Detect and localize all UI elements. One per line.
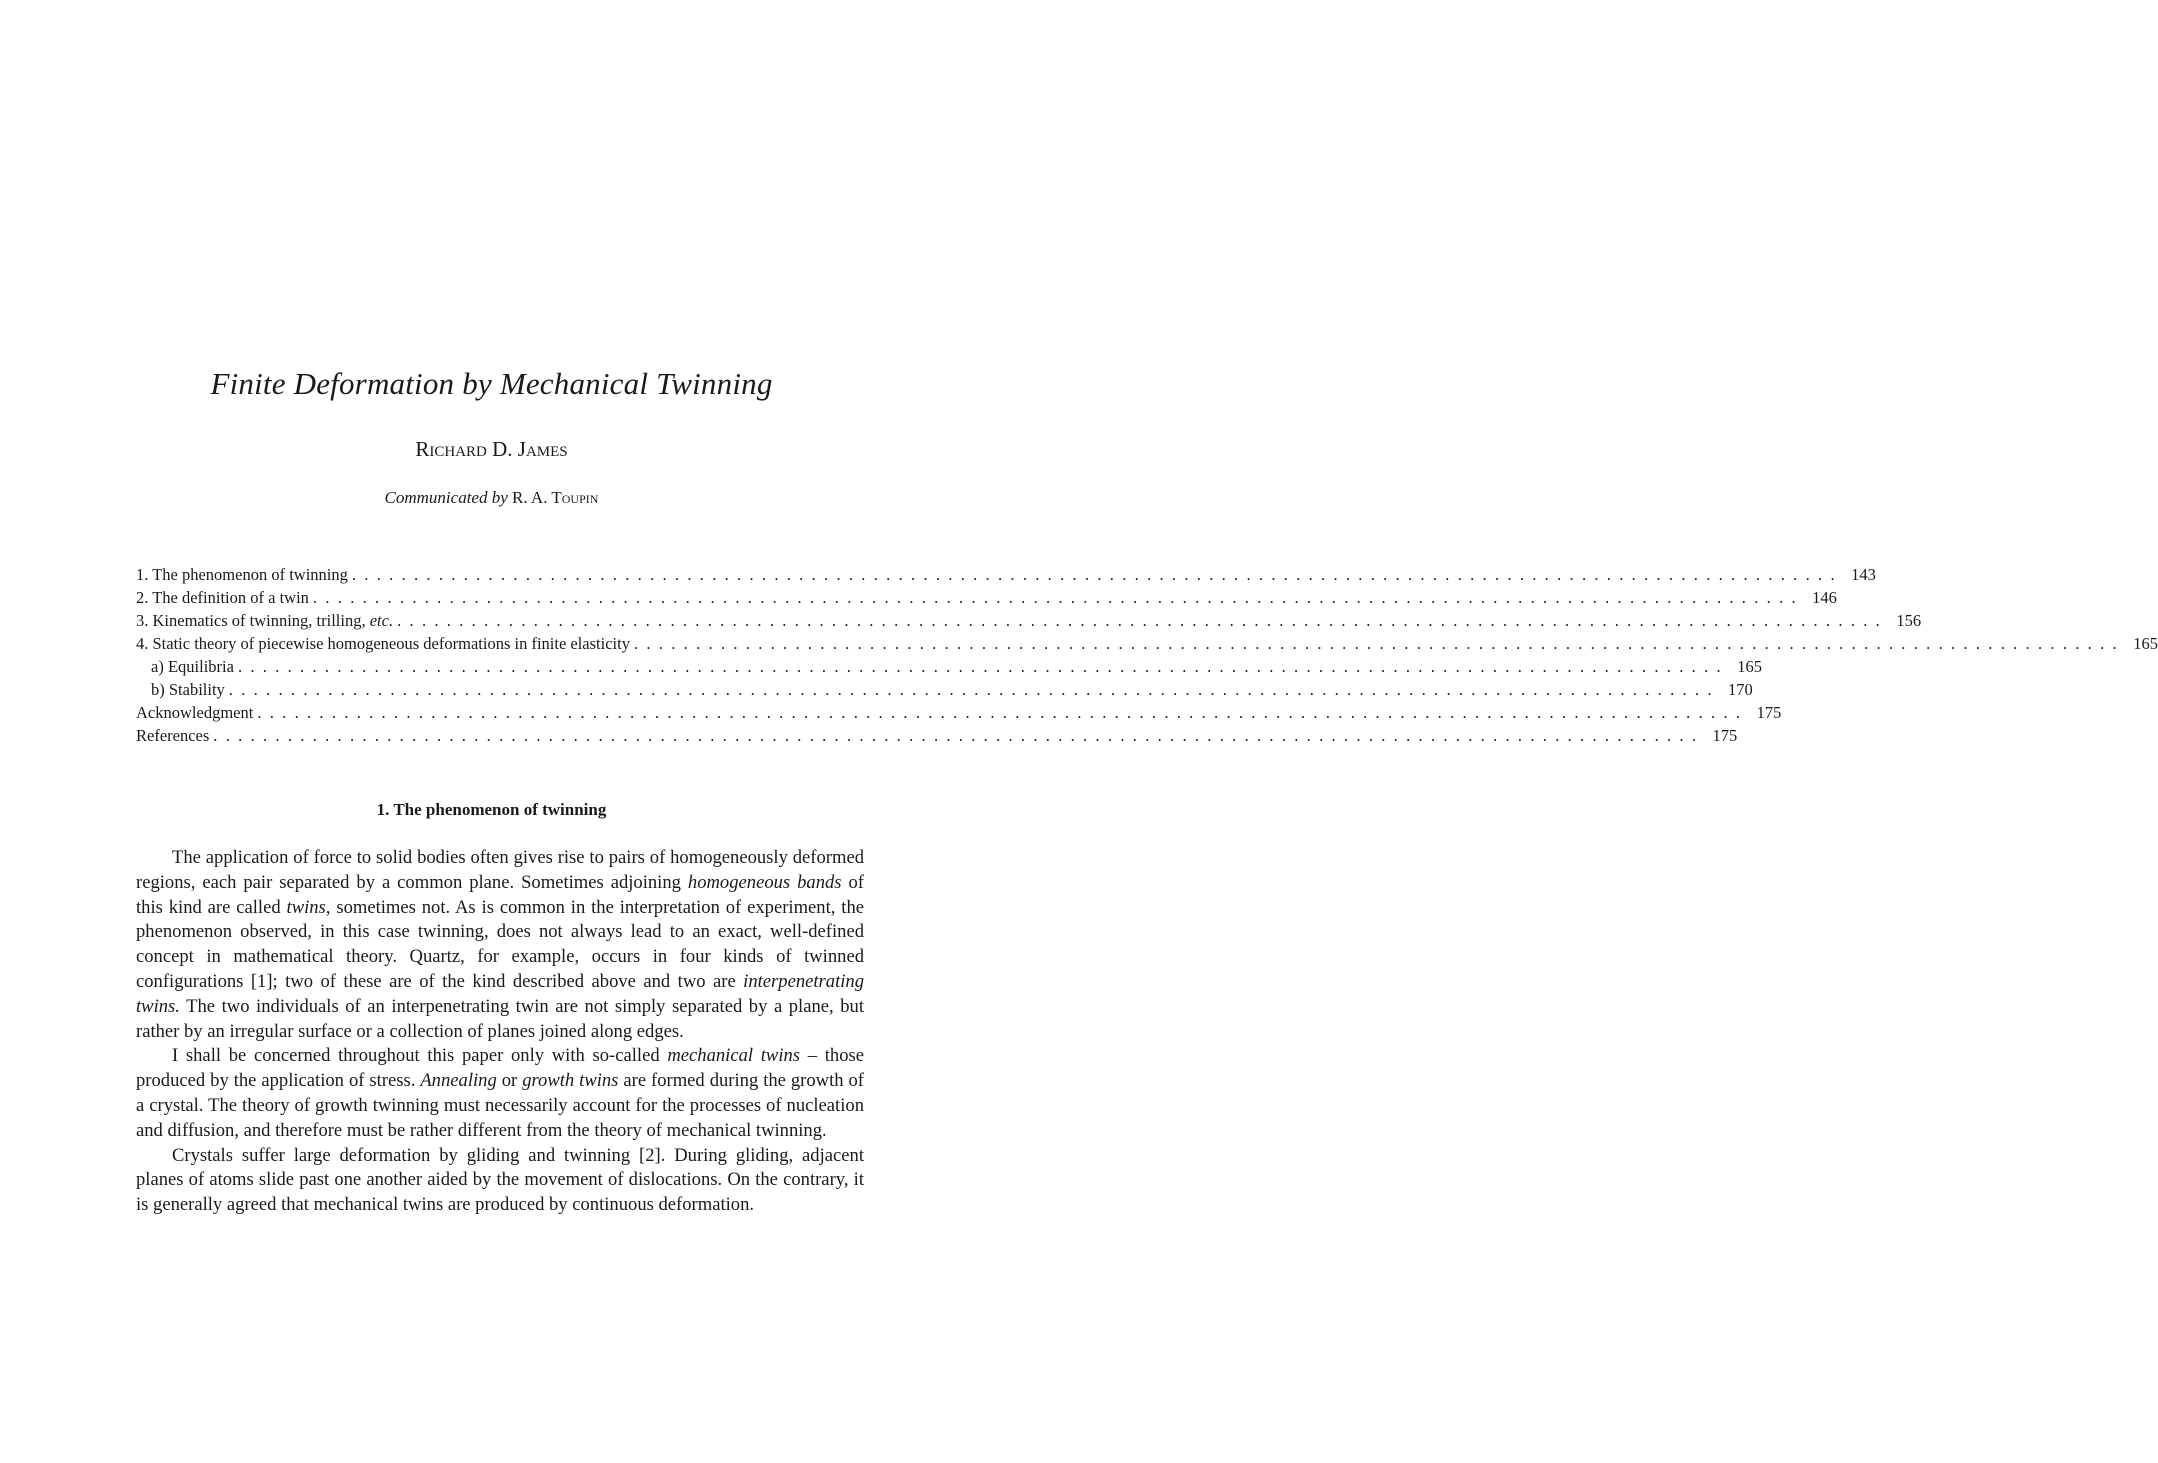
emphasis: homogeneous bands (687, 871, 842, 893)
paper-title: Finite Deformation by Mechanical Twinning (210, 366, 773, 401)
emphasis: growth twins (522, 1070, 619, 1092)
toc-entry-page: 165 (2133, 634, 2158, 653)
communicated-by-word: by (491, 488, 508, 507)
toc-entry-label: a) Equilibria (151, 657, 234, 676)
paragraph (136, 1144, 864, 1218)
toc-dot-leader: ........................................................................................................................ (312, 588, 1804, 607)
toc-dot-leader: ........................................................................................................................ (237, 657, 1729, 676)
toc-entry-label: 4. Static theory of piecewise homogeneous deformations in finite elasticity (136, 634, 630, 653)
emphasis: interpenetrating twins. (136, 970, 864, 1017)
paragraph-text: The application of force to solid bodies often gives rise to pairs of homogeneously deformed regions, each pair separated by a common plane. Sometimes adjoining (136, 847, 864, 893)
paragraph (136, 1044, 864, 1143)
toc-dot-leader: ........................................................................................................................ (351, 565, 1843, 584)
emphasis: Annealing (420, 1070, 497, 1092)
toc-entry-label-group (136, 609, 397, 632)
emphasis: twins, (286, 896, 331, 918)
toc-entry-label: 3. Kinematics of twinning, trilling, (136, 611, 366, 630)
toc-entry-label-italic: etc. (369, 611, 394, 630)
toc-entry (136, 701, 1782, 724)
paragraph-text: or (496, 1070, 523, 1092)
toc-entry-page: 143 (1851, 565, 1876, 584)
toc-entry (136, 609, 1922, 632)
toc-entry (136, 586, 1837, 609)
emphasis: mechanical twins (667, 1045, 801, 1067)
toc-entry-label: b) Stability (151, 680, 225, 699)
body-text (136, 846, 864, 1218)
toc-entry (136, 655, 1762, 678)
paragraph-text: sometimes not. As is common in the interpretation of experiment, the phenomenon observed, in this case twinning, does not always lead to an exact, well-defined concept in mathematical theory. Quartz, for example, occurs in four kinds of twinned configurations [1]; two of these are of the kind described above and two are (136, 896, 864, 992)
toc-entry-page: 156 (1896, 611, 1922, 630)
toc-entry (136, 678, 1753, 701)
toc-dot-leader: ........................................................................................................................ (397, 611, 1889, 630)
paragraph-text: are formed during the growth of a crystal. The theory of growth twinning must necessarily account for the processes of nucleation and diffusion, and therefore must be rather different from the theory of mechanical twinning. (136, 1070, 864, 1141)
paragraph-text: I shall be concerned throughout this paper only with so-called (172, 1045, 668, 1067)
toc-entry (136, 724, 1738, 747)
toc-entry-page: 146 (1812, 588, 1837, 607)
toc-dot-leader: ........................................................................................................................ (213, 726, 1705, 745)
communicated-by (0, 486, 983, 510)
toc-entry-page: 170 (1728, 680, 1753, 699)
toc-dot-leader: ........................................................................................................................ (633, 634, 2125, 653)
toc-entry-label: 1. The phenomenon of twinning (136, 565, 348, 584)
paragraph-text: The two individuals of an interpenetrating twin are not simply separated by a plane, but rather by an irregular surface or a collection of planes joined along edges. (136, 995, 864, 1042)
toc-entry-page: 165 (1737, 657, 1762, 676)
paragraph-text: Crystals suffer large deformation by gliding and twinning [2]. During gliding, adjacent planes of atoms slide past one another aided by the movement of dislocations. On the contrary, it is generally agreed that mechanical twins are produced by continuous deformation. (136, 1144, 864, 1216)
toc-dot-leader: ........................................................................................................................ (257, 703, 1749, 722)
communicated-prefix: Communicated (384, 488, 488, 507)
toc-entry (136, 632, 2158, 655)
paragraph-text: of this kind are called (136, 871, 865, 918)
toc-entry-label: 2. The definition of a twin (136, 588, 309, 607)
paragraph (136, 846, 864, 1044)
toc-dot-leader: ........................................................................................................................ (228, 680, 1720, 699)
paragraph-text: – those produced by the application of stress. (136, 1045, 864, 1092)
toc-entry-page: 175 (1756, 703, 1782, 722)
section-heading: 1. The phenomenon of twinning (376, 800, 607, 819)
toc-entry (136, 563, 1876, 586)
author-name: Richard D. James (415, 437, 568, 461)
toc-entry-page: 175 (1712, 726, 1738, 745)
toc-entry-label: References (136, 726, 210, 745)
communicator-name: R. A. Toupin (512, 488, 599, 507)
toc-entry-label: Acknowledgment (136, 703, 254, 722)
table-of-contents (136, 563, 2158, 747)
